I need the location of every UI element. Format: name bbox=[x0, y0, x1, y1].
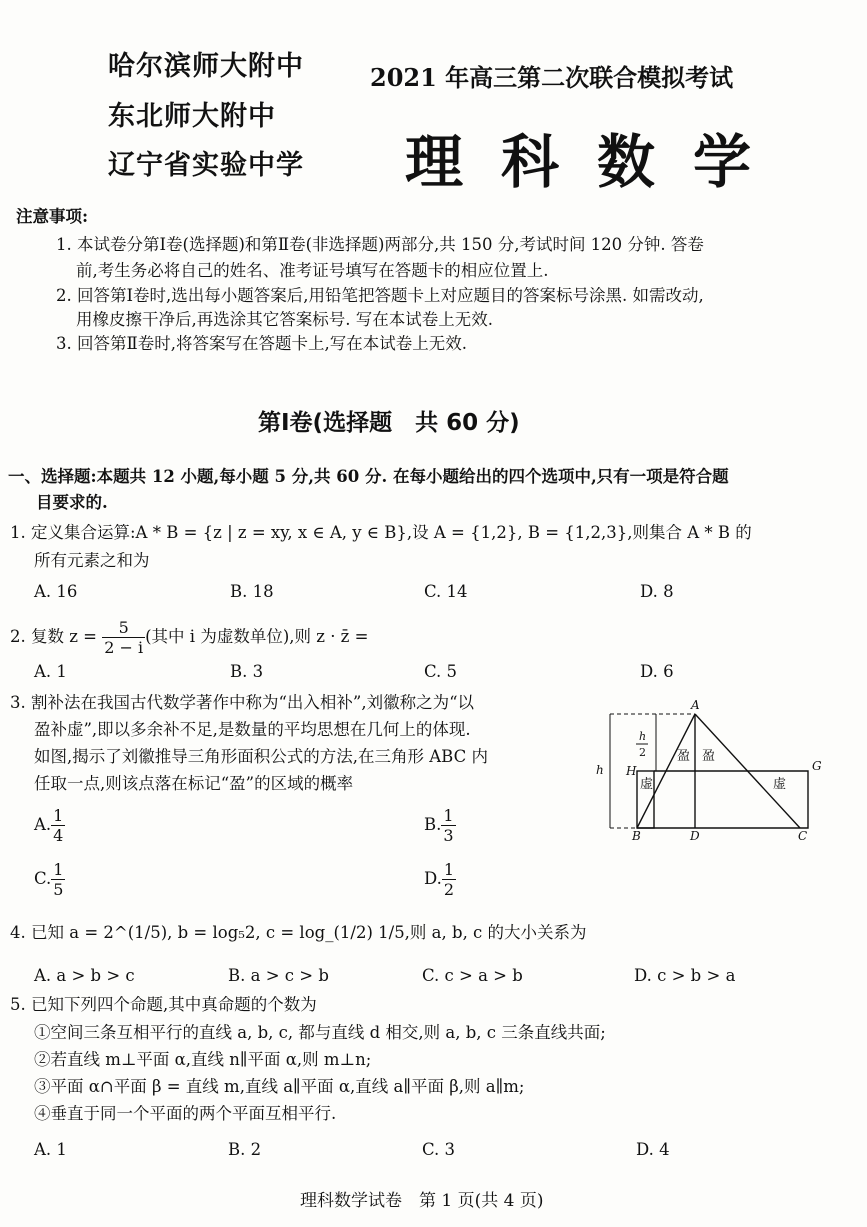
part-intro-line: 一、选择题:本题共 12 小题,每小题 5 分,共 60 分. 在每小题给出的四个选项中,只有一项是符合题 bbox=[8, 467, 729, 486]
figure-region-xu-2: 虚 bbox=[773, 777, 787, 792]
q2-fraction bbox=[102, 618, 145, 657]
fraction-num: 1 bbox=[53, 806, 64, 825]
q3-option-c bbox=[34, 860, 65, 899]
q1-option-c: C. 14 bbox=[424, 582, 468, 601]
q3-stem-cont: 盈补虚”,即以多余补不足,是数量的平均思想在几何上的体现. bbox=[34, 720, 471, 739]
q2-fraction-den: 2 − i bbox=[104, 638, 144, 657]
q5-proposition: ③平面 α∩平面 β = 直线 m,直线 a∥平面 α,直线 a∥平面 β,则 a∥m; bbox=[34, 1077, 525, 1096]
fraction-den: 2 bbox=[443, 880, 455, 899]
q4-option-b: B. a > c > b bbox=[228, 966, 329, 985]
q2-option-c: C. 5 bbox=[424, 662, 458, 681]
figure-region-xu-1: 虚 bbox=[640, 777, 654, 792]
fraction-den: 5 bbox=[53, 880, 64, 899]
q5-option-d: D. 4 bbox=[636, 1140, 670, 1159]
q3-option-b bbox=[424, 806, 456, 845]
school-name-1: 哈尔滨师大附中 bbox=[108, 51, 304, 82]
figure-half-den: 2 bbox=[639, 746, 646, 759]
q3-option-d bbox=[424, 860, 456, 899]
q5-proposition: ④垂直于同一个平面的两个平面互相平行. bbox=[34, 1104, 337, 1123]
subject-title: 理科数学 bbox=[405, 128, 790, 196]
figure-label-h: H bbox=[626, 764, 637, 778]
figure-label-d: D bbox=[690, 829, 700, 843]
fraction-num: 1 bbox=[443, 860, 455, 879]
q2-option-a: A. 1 bbox=[34, 662, 67, 681]
q3-stem-cont: 任取一点,则该点落在标记“盈”的区域的概率 bbox=[34, 774, 354, 793]
q2-suffix: (其中 i 为虚数单位),则 z · z̄ = bbox=[145, 627, 369, 646]
figure-region-ying-1: 盈 bbox=[677, 749, 691, 764]
q2-option-d: D. 6 bbox=[640, 662, 674, 681]
q1-stem: 1. 定义集合运算:A * B = {z | z = xy, x ∈ A, y ∈ B},设 A = {1,2}, B = {1,2,3},则集合 A * B 的 bbox=[10, 523, 752, 542]
q2-fraction-num: 5 bbox=[102, 618, 145, 638]
q1-option-b: B. 18 bbox=[230, 582, 274, 601]
page-footer: 理科数学试卷 第 1 页(共 4 页) bbox=[300, 1191, 544, 1211]
figure-label-a: A bbox=[691, 698, 700, 712]
notice-title: 注意事项: bbox=[16, 207, 89, 226]
fraction-den: 3 bbox=[443, 826, 454, 845]
q5-option-a: A. 1 bbox=[34, 1140, 67, 1159]
figure-label-height: h bbox=[596, 763, 604, 777]
figure-label-g: G bbox=[812, 759, 822, 773]
q5-option-b: B. 2 bbox=[228, 1140, 262, 1159]
figure-region-ying-2: 盈 bbox=[702, 749, 716, 764]
notice-line: 2. 回答第Ⅰ卷时,选出每小题答案后,用铅笔把答题卡上对应题目的答案标号涂黑. 如需改动, bbox=[56, 286, 704, 305]
part-intro-line: 目要求的. bbox=[36, 493, 108, 512]
q1-stem-cont: 所有元素之和为 bbox=[34, 551, 150, 570]
notice-line: 前,考生务必将自己的姓名、准考证号填写在答题卡的相应位置上. bbox=[76, 261, 549, 280]
school-name-2: 东北师大附中 bbox=[108, 101, 276, 132]
exam-title: 2021 年高三第二次联合模拟考试 bbox=[370, 63, 734, 92]
fraction-den: 4 bbox=[53, 826, 64, 845]
option-label: B. bbox=[424, 815, 442, 834]
figure-label-c: C bbox=[798, 829, 808, 843]
q3-stem: 3. 割补法在我国古代数学著作中称为“出入相补”,刘徽称之为“以 bbox=[10, 693, 475, 712]
option-label: C. bbox=[34, 869, 52, 888]
option-label: A. bbox=[34, 815, 52, 834]
q1-option-d: D. 8 bbox=[640, 582, 674, 601]
q4-stem: 4. 已知 a = 2^(1/5), b = log₅2, c = log_(1/2) 1/5,则 a, b, c 的大小关系为 bbox=[10, 923, 587, 942]
q3-stem-cont: 如图,揭示了刘徽推导三角形面积公式的方法,在三角形 ABC 内 bbox=[34, 747, 488, 766]
figure-half-num: h bbox=[639, 730, 647, 743]
q5-option-c: C. 3 bbox=[422, 1140, 456, 1159]
section-title: 第Ⅰ卷(选择题 共 60 分) bbox=[258, 410, 520, 436]
notice-line: 3. 回答第Ⅱ卷时,将答案写在答题卡上,写在本试卷上无效. bbox=[56, 334, 467, 353]
figure-label-b: B bbox=[632, 829, 641, 843]
q2-option-b: B. 3 bbox=[230, 662, 264, 681]
q4-option-c: C. c > a > b bbox=[422, 966, 523, 985]
q4-option-d: D. c > b > a bbox=[634, 966, 736, 985]
q2-prefix: 2. 复数 z = bbox=[10, 627, 103, 646]
notice-line: 用橡皮擦干净后,再选涂其它答案标号. 写在本试卷上无效. bbox=[76, 310, 493, 329]
school-name-3: 辽宁省实验中学 bbox=[108, 150, 304, 181]
q3-figure bbox=[590, 696, 830, 844]
q4-option-a: A. a > b > c bbox=[34, 966, 135, 985]
q5-proposition: ①空间三条互相平行的直线 a, b, c, 都与直线 d 相交,则 a, b, c 三条直线共面; bbox=[34, 1023, 606, 1042]
q3-option-a bbox=[34, 806, 65, 845]
fraction-num: 1 bbox=[443, 806, 454, 825]
q5-proposition: ②若直线 m⊥平面 α,直线 n∥平面 α,则 m⊥n; bbox=[34, 1050, 372, 1069]
q1-option-a: A. 16 bbox=[34, 582, 78, 601]
q5-stem: 5. 已知下列四个命题,其中真命题的个数为 bbox=[10, 995, 317, 1014]
fraction-num: 1 bbox=[53, 860, 64, 879]
notice-line: 1. 本试卷分第Ⅰ卷(选择题)和第Ⅱ卷(非选择题)两部分,共 150 分,考试时间 120 分钟. 答卷 bbox=[56, 235, 704, 254]
q2-stem bbox=[10, 618, 368, 657]
option-label: D. bbox=[424, 869, 442, 888]
